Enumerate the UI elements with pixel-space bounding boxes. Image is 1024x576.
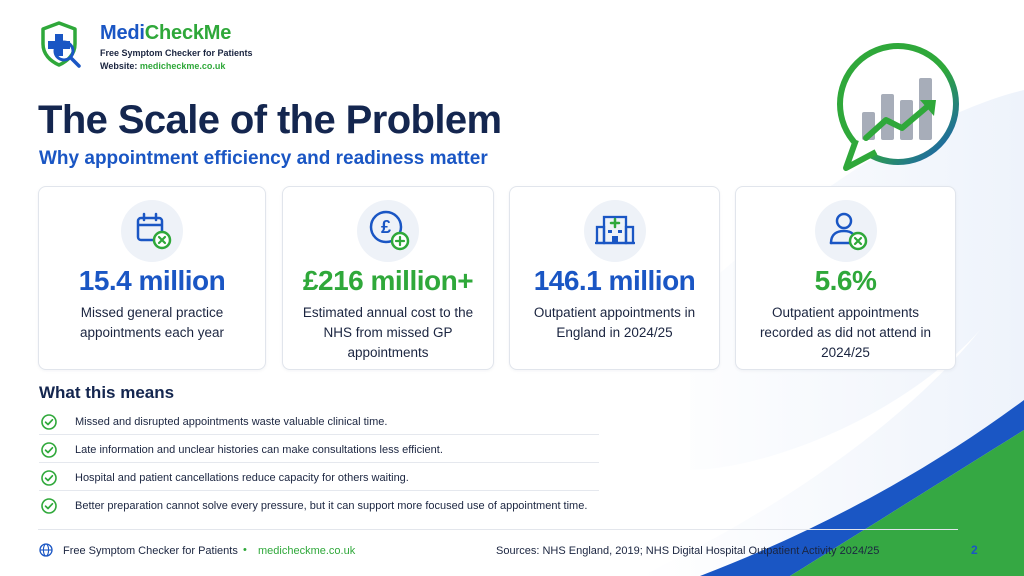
stat-description: Estimated annual cost to the NHS from missed GP appointments: [302, 305, 474, 360]
brand-name: [100, 22, 253, 44]
brand-website: [100, 61, 253, 71]
person-x-icon: [814, 199, 878, 263]
stat-value: 15.4 million: [78, 265, 226, 296]
means-heading: What this means: [39, 383, 175, 402]
list-item-text: Missed and disrupted appointments waste valuable clinical time.: [75, 416, 388, 428]
stat-description: Missed general practice appointments each year: [79, 305, 225, 340]
svg-text:£: £: [380, 217, 392, 237]
footer-tagline: Free Symptom Checker for Patients: [63, 545, 238, 557]
stat-description: Outpatient appointments in England in 2024/25: [533, 305, 696, 340]
list-item: [39, 437, 599, 463]
growth-chart-bubble-icon: [832, 40, 962, 175]
list-item-text: Hospital and patient cancellations reduce capacity for others waiting.: [75, 472, 409, 484]
page-subtitle: Why appointment efficiency and readiness matter: [39, 148, 488, 169]
list-item: [39, 465, 599, 491]
list-item-text: Better preparation cannot solve every pressure, but it can support more focused use of appointment time.: [75, 500, 588, 512]
means-list: [39, 409, 599, 521]
stat-card-outpatient: [509, 186, 720, 370]
brand-name-part1: Medi: [100, 22, 145, 44]
brand-name-part2: CheckMe: [144, 22, 232, 44]
stat-description: Outpatient appointments recorded as did not attend in 2024/25: [759, 305, 932, 360]
calendar-x-icon: [120, 199, 184, 263]
footer-divider: [38, 529, 958, 530]
page-title: The Scale of the Problem: [38, 98, 502, 142]
stat-card-missed-gp: [38, 186, 266, 370]
brand-website-url[interactable]: medicheckme.co.uk: [139, 61, 226, 71]
stat-value: 146.1 million: [533, 265, 696, 296]
check-circle-icon: [41, 498, 57, 514]
list-item: [39, 409, 599, 435]
globe-icon: [39, 543, 53, 557]
stat-value: £216 million+: [302, 265, 474, 296]
stat-card-cost: [282, 186, 494, 370]
brand-website-label: Website:: [100, 61, 138, 71]
brand-block: [100, 22, 253, 71]
check-circle-icon: [41, 414, 57, 430]
page-number: 2: [971, 543, 978, 557]
pound-plus-icon: [356, 199, 420, 263]
footer-website-link[interactable]: medicheckme.co.uk: [258, 545, 356, 557]
list-item-text: Late information and unclear histories can make consultations less efficient.: [75, 444, 443, 456]
stat-value: 5.6%: [814, 265, 877, 296]
check-circle-icon: [41, 442, 57, 458]
hospital-icon: [583, 199, 647, 263]
stats-cards: [38, 186, 956, 370]
medicheckme-logo-icon: [34, 20, 84, 70]
list-item: [39, 493, 599, 519]
footer-separator: •: [243, 544, 247, 556]
check-circle-icon: [41, 470, 57, 486]
stat-card-dna: [735, 186, 956, 370]
brand-tagline: Free Symptom Checker for Patients: [100, 48, 253, 58]
footer-sources: Sources: NHS England, 2019; NHS Digital Hospital Outpatient Activity 2024/25: [496, 545, 880, 557]
